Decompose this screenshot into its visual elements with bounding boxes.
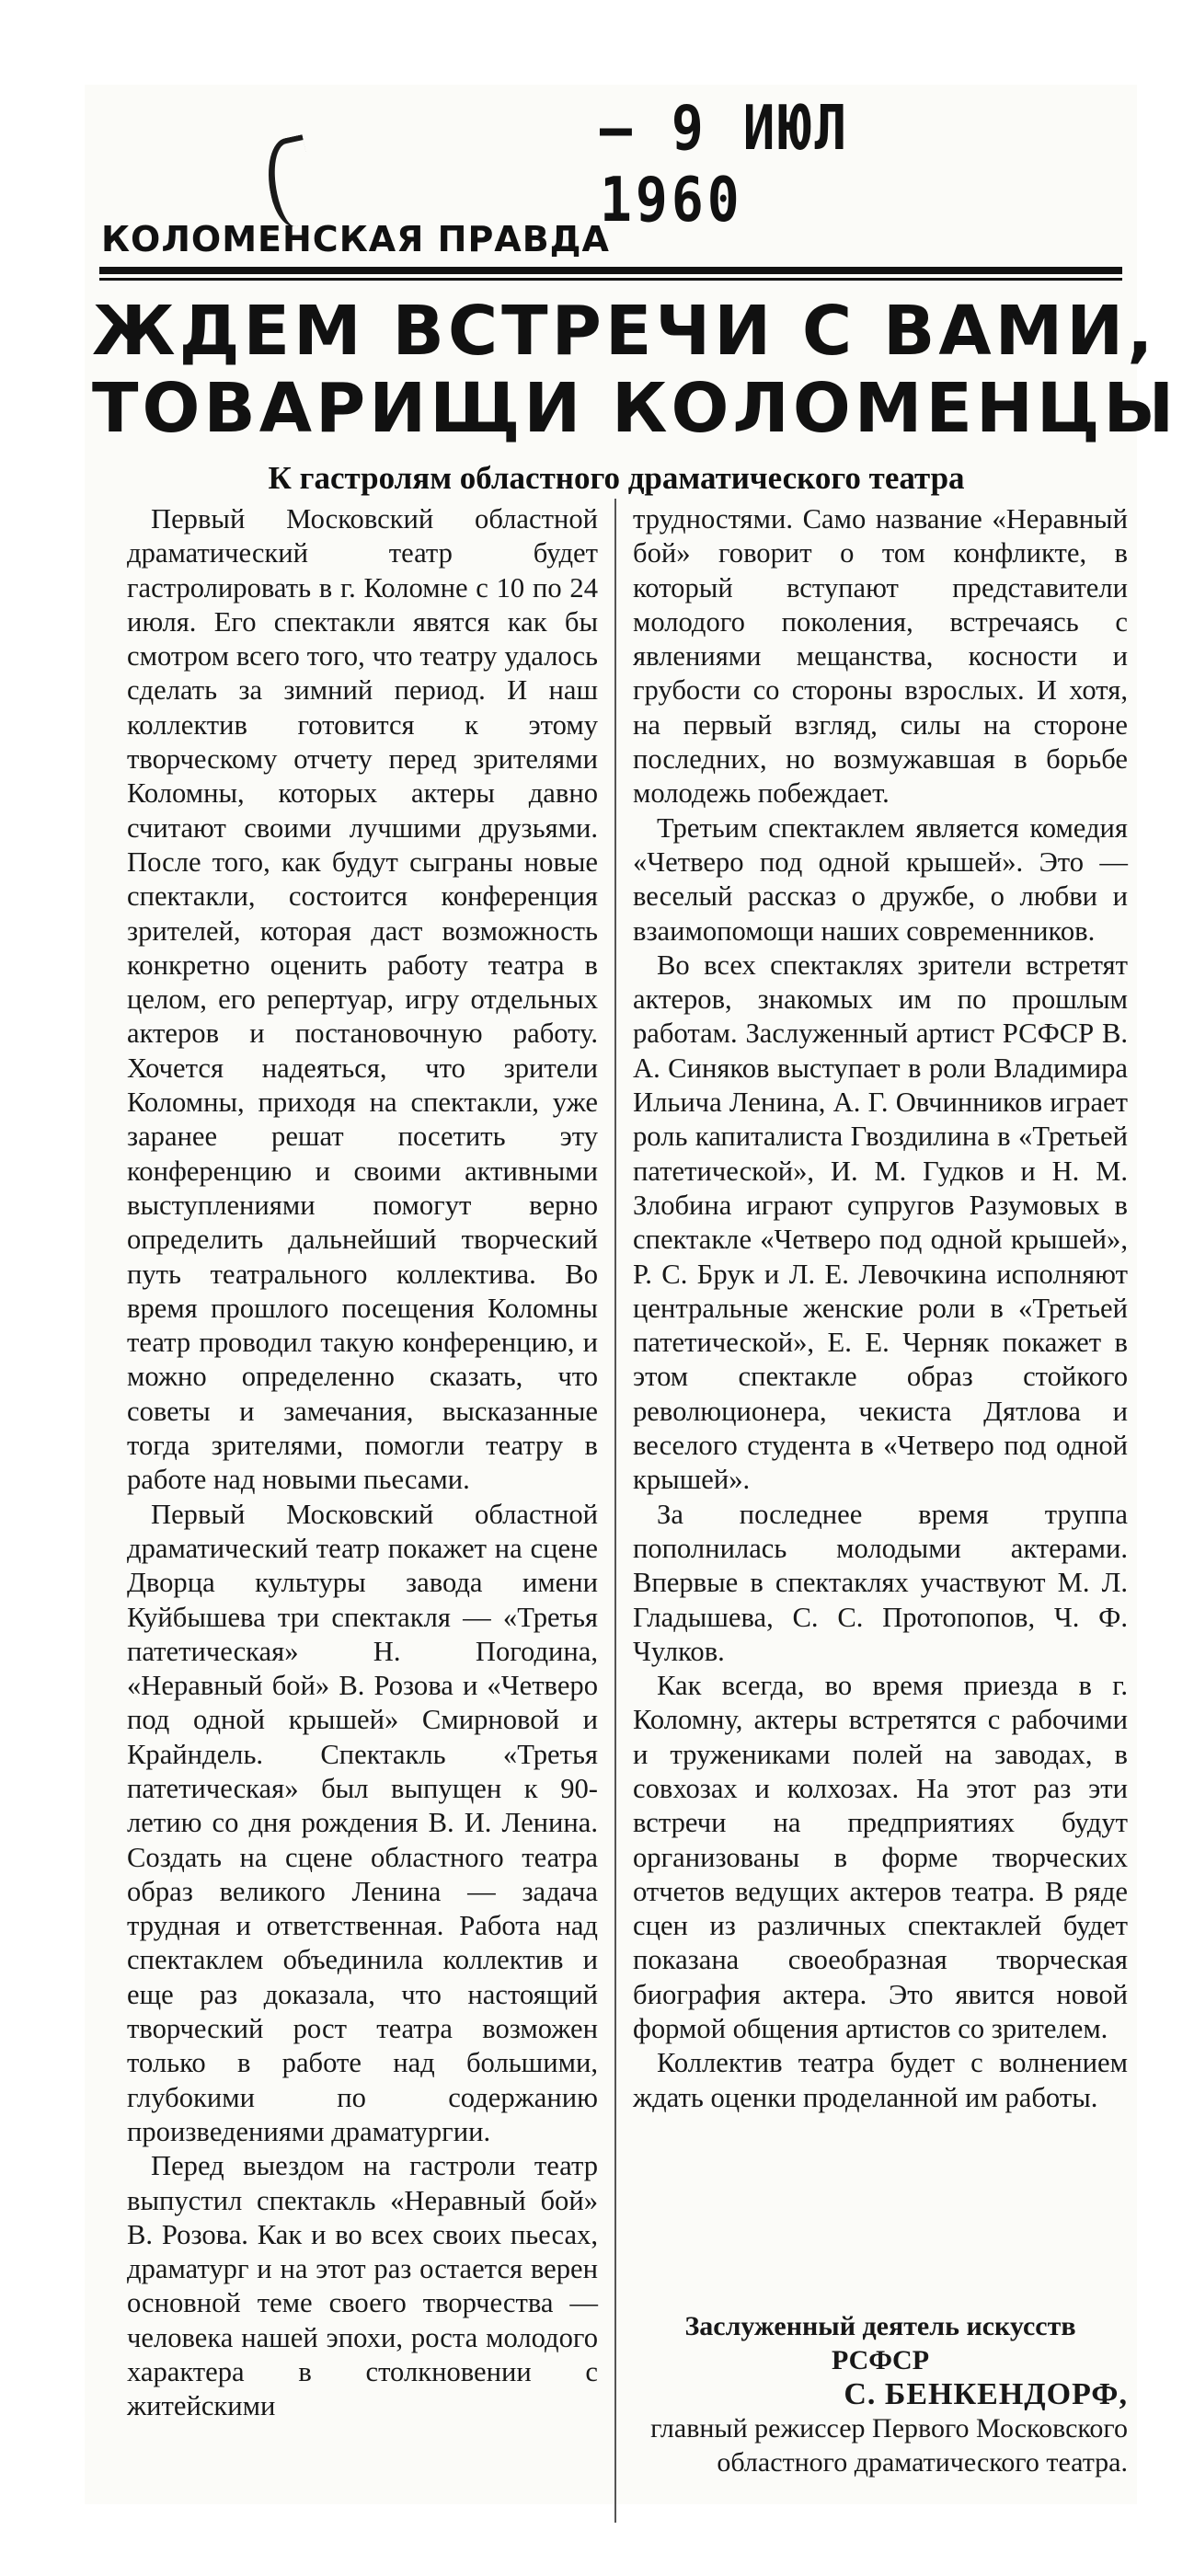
author-title: Заслуженный деятель искусств РСФСР <box>684 2311 1076 2375</box>
author-signature <box>633 2309 1128 2479</box>
author-name: С. БЕНКЕНДОРФ, <box>844 2377 1128 2411</box>
subheadline: К гастролям областного драматического театра <box>268 460 965 496</box>
paragraph: Первый Московский областной драматический театр покажет на сцене Дворца культуры завода имени Куйбышева три спектакля — «Третья патетическая» Н. Погодина, «Неравный бой» В. Розова и «Четверо под одной крышей» Смирновой и Крайндель. Спектакль «Третья патетическая» был выпущен к 90-летию со дня рождения В. И. Ленина. Создать на сцене областного театра образ великого Ленина — задача трудная и ответственная. Работа над спектаклем объединила коллектив и еще раз доказала, что настоящий творческий рост театра возможен только в работе над большими, глубокими по содержанию произведениями драматургии. <box>127 1498 598 2147</box>
paragraph: Третьим спектаклем является комедия «Четверо под одной крышей». Это — веселый рассказ о дружбе, о любви и взаимопомощи наших современников. <box>633 811 1128 947</box>
masthead-rule-thin <box>99 278 1122 281</box>
masthead-rule <box>99 267 1122 274</box>
headline-line-1: ЖДЕМ ВСТРЕЧИ С ВАМИ, <box>92 292 1157 371</box>
paragraph: Как всегда, во время приезда в г. Коломну, актеры встретятся с рабочими и тружениками полей на заводах, в совхозах и колхозах. На этот раз эти встречи на предприятиях будут организованы в форме творческих отчетов ведущих актеров театра. В ряде сцен из различных спектаклей будет показана своеобразная творческая биография актера. Это явится новой формой общения артистов со зрителем. <box>633 1670 1128 2045</box>
article-column-1 <box>127 502 598 2424</box>
article-column-2 <box>633 502 1128 2115</box>
author-role: главный режиссер Первого Московского областного драматического театра. <box>650 2413 1128 2478</box>
paragraph: Перед выездом на гастроли театр выпустил спектакль «Неравный бой» В. Розова. Как и во всех своих пьесах, драматург и на этот раз остается верен основной теме своего творчества — человека нашей эпохи, роста молодого характера в столкновении с житейскими <box>127 2150 598 2422</box>
paragraph: Во всех спектаклях зрители встретят актеров, знакомых им по прошлым работам. Заслуженный артист РСФСР В. А. Синяков выступает в роли Владимира Ильича Ленина, А. Г. Овчинников играет роль капиталиста Гвоздилина в «Третьей патетической», И. М. Гудков и Н. М. Злобина играют супругов Разумовых в спектакле «Четверо под одной крышей», Р. С. Брук и Л. Е. Левочкина исполняют центральные женские роли в «Третьей патетической», Е. Е. Черняк покажет в этом спектакле образ стойкого революционера, чекиста Дятлова и веселого студента в «Четверо под одной крышей». <box>633 949 1128 1496</box>
newspaper-name: КОЛОМЕНСКАЯ ПРАВДА <box>101 219 610 259</box>
paragraph: трудностями. Само название «Неравный бой» говорит о том конфликте, в который вступают представители молодого поколения, встречаясь с явлениями мещанства, косности и грубости со стороны взрослых. И хотя, на первый взгляд, силы на стороне последних, но возмужавшая в борьбе молодежь побеждает. <box>633 503 1128 810</box>
paragraph: За последнее время труппа пополнилась молодыми актерами. Впервые в спектаклях участвуют М. Л. Гладышева, С. С. Протопопов, Ч. Ф. Чулков. <box>633 1498 1128 1667</box>
column-divider <box>614 499 616 2523</box>
paragraph: Коллектив театра будет с волнением ждать оценки проделанной им работы. <box>633 2047 1128 2113</box>
paragraph: Первый Московский областной драматический театр будет гастролировать в г. Коломне с 10 по 24 июля. Его спектакли явятся как бы смотром всего того, что театру удалось сделать за зимний период. И наш коллектив готовится к этому творческому отчету перед зрителями Коломны, которых актеры давно считают своими лучшими друзьями. После того, как будут сыграны новые спектакли, состоится конференция зрителей, которая даст возможность конкретно оценить работу театра в целом, его репертуар, игру отдельных актеров и постановочную работу. Хочется надеяться, что зрители Коломны, приходя на спектакли, уже заранее решат посетить эту конференцию и своими активными выступлениями помогут верно определить дальнейший творческий путь театрального коллектива. Во время прошлого посещения Коломны театр проводил такую конференцию, и можно определенно сказать, что советы и замечания, высказанные тогда зрителями, помогли театру в работе над новыми пьесами. <box>127 503 598 1496</box>
headline <box>92 292 1178 448</box>
date-stamp: — 9 ИЮЛ 1960 <box>600 91 851 236</box>
headline-line-2: ТОВАРИЩИ КОЛОМЕНЦЫ <box>92 369 1178 448</box>
